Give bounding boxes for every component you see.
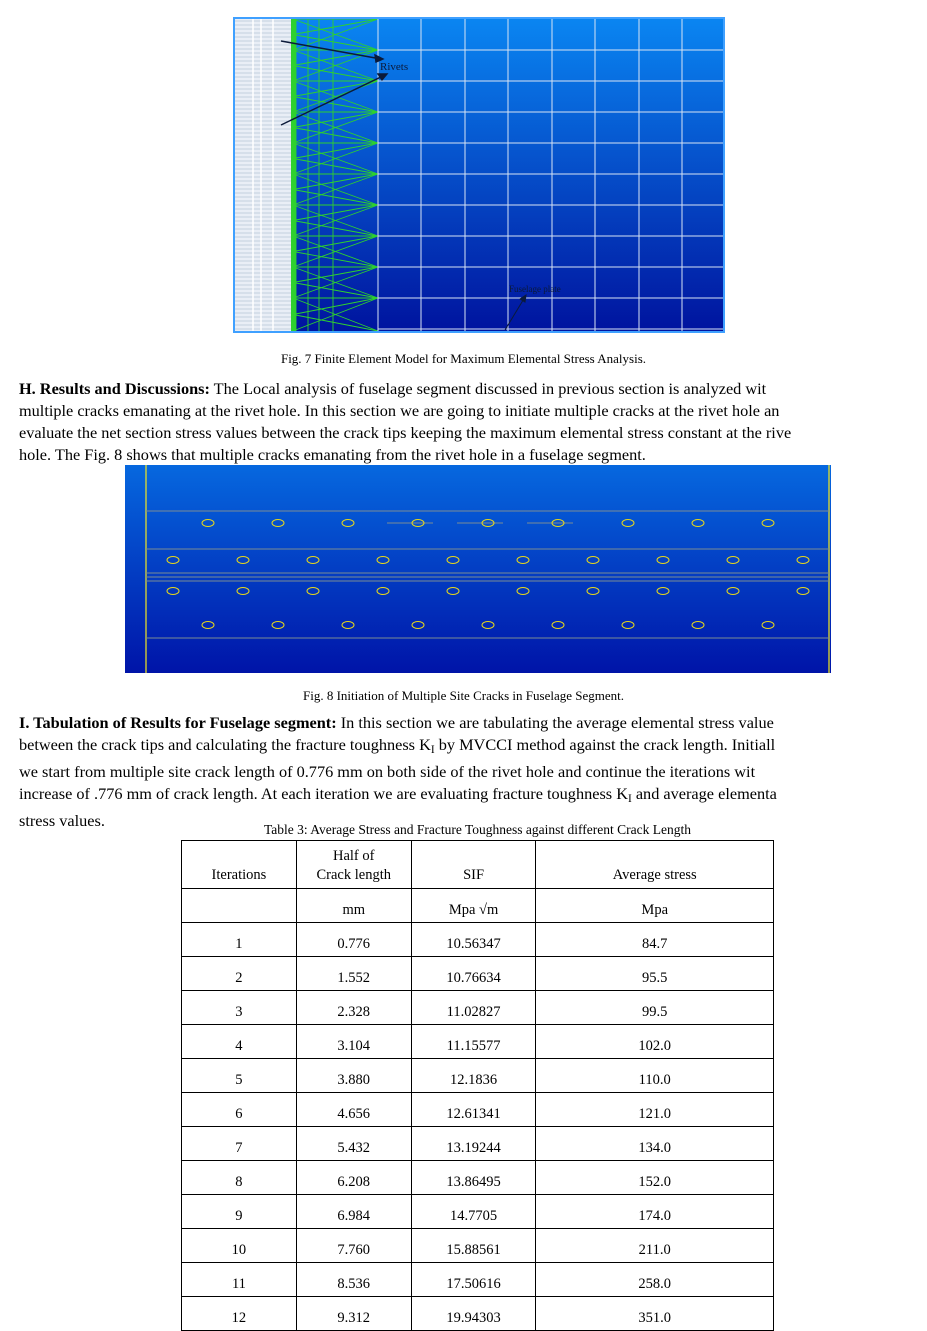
cell-half-crack: 0.776 (296, 923, 411, 957)
table-row (182, 1093, 774, 1127)
cell-avg-stress: 174.0 (536, 1195, 774, 1229)
cell-sif: 11.02827 (411, 991, 536, 1025)
cell-iteration: 12 (182, 1297, 297, 1331)
figure-8-caption: Fig. 8 Initiation of Multiple Site Cracks in Fuselage Segment. (303, 688, 624, 703)
cell-avg-stress: 134.0 (536, 1127, 774, 1161)
cell-iteration: 1 (182, 923, 297, 957)
fig7-plate-background (233, 17, 725, 333)
table-row (182, 1161, 774, 1195)
section-i-line-3: we start from multiple site crack length of 0.776 mm on both side of the rivet hole and continue the iterations wit (19, 761, 756, 781)
cell-sif: 12.61341 (411, 1093, 536, 1127)
cell-sif: 13.86495 (411, 1161, 536, 1195)
fig8-background (125, 465, 831, 673)
table-row (182, 1059, 774, 1093)
cell-avg-stress: 110.0 (536, 1059, 774, 1093)
section-i-line-4 (19, 783, 927, 810)
fig7-label-rivets: Rivets (380, 61, 409, 73)
k-subscript: I (627, 792, 632, 805)
cell-avg-stress: 99.5 (536, 991, 774, 1025)
figure-7-fe-model (233, 17, 725, 333)
cell-half-crack: 5.432 (296, 1127, 411, 1161)
cell-avg-stress: 152.0 (536, 1161, 774, 1195)
table-row (182, 1195, 774, 1229)
cell-sif: 17.50616 (411, 1263, 536, 1297)
cell-half-crack: 2.328 (296, 991, 411, 1025)
cell-iteration: 4 (182, 1025, 297, 1059)
cell-sif: 15.88561 (411, 1229, 536, 1263)
section-i-line-5: stress values. (19, 810, 105, 830)
section-h-heading: H. Results and Discussions: (19, 379, 210, 398)
header-iterations: Iterations (182, 841, 297, 889)
cell-half-crack: 4.656 (296, 1093, 411, 1127)
cell-sif: 10.56347 (411, 923, 536, 957)
cell-sif: 10.76634 (411, 957, 536, 991)
table-row (182, 957, 774, 991)
unit-sif: Mpa √m (411, 889, 536, 923)
cell-sif: 14.7705 (411, 1195, 536, 1229)
header-half-of: Half of (333, 848, 375, 864)
cell-avg-stress: 84.7 (536, 923, 774, 957)
section-i-paragraph (19, 712, 927, 832)
figure-7-caption: Fig. 7 Finite Element Model for Maximum Elemental Stress Analysis. (280, 351, 647, 366)
header-half-crack-length (296, 841, 411, 889)
cell-avg-stress: 211.0 (536, 1229, 774, 1263)
header-sif: SIF (411, 841, 536, 889)
cell-iteration: 3 (182, 991, 297, 1025)
cell-half-crack: 6.208 (296, 1161, 411, 1195)
cell-iteration: 9 (182, 1195, 297, 1229)
table-3 (181, 840, 774, 1331)
section-i-line-1: In this section we are tabulating the average elemental stress value (336, 713, 774, 732)
cell-half-crack: 3.104 (296, 1025, 411, 1059)
table-row (182, 1127, 774, 1161)
cell-sif: 12.1836 (411, 1059, 536, 1093)
table-header-row (182, 841, 774, 889)
cell-half-crack: 8.536 (296, 1263, 411, 1297)
table-row (182, 923, 774, 957)
section-i-line-2b: by MVCCI method against the crack length. Initiall (434, 735, 776, 754)
cell-iteration: 6 (182, 1093, 297, 1127)
figure-8-multiple-site-cracks (125, 465, 831, 673)
fig7-label-fuselage-plate: Fuselage plate (509, 284, 561, 294)
cell-half-crack: 1.552 (296, 957, 411, 991)
table-units-row (182, 889, 774, 923)
cell-sif: 13.19244 (411, 1127, 536, 1161)
section-h-line-4: hole. The Fig. 8 shows that multiple cracks emanating from the rivet hole in a fuselage segment. (19, 445, 646, 464)
cell-iteration: 2 (182, 957, 297, 991)
cell-half-crack: 7.760 (296, 1229, 411, 1263)
table-row (182, 1297, 774, 1331)
cell-iteration: 7 (182, 1127, 297, 1161)
table-row (182, 1263, 774, 1297)
k-subscript: I (430, 743, 435, 756)
cell-iteration: 5 (182, 1059, 297, 1093)
section-h-line-3: evaluate the net section stress values between the crack tips keeping the maximum elemental stress constant at the rive (19, 423, 792, 442)
table-row (182, 1025, 774, 1059)
unit-half-crack: mm (296, 889, 411, 923)
cell-iteration: 8 (182, 1161, 297, 1195)
section-i-line-4b: and average elementa (631, 783, 777, 803)
table-3-caption: Table 3: Average Stress and Fracture Toughness against different Crack Length (264, 822, 691, 837)
cell-avg-stress: 351.0 (536, 1297, 774, 1331)
cell-half-crack: 9.312 (296, 1297, 411, 1331)
table-row (182, 991, 774, 1025)
cell-avg-stress: 121.0 (536, 1093, 774, 1127)
header-average-stress: Average stress (536, 841, 774, 889)
header-crack-length: Crack length (316, 867, 391, 883)
cell-sif: 11.15577 (411, 1025, 536, 1059)
unit-avg-stress: Mpa (536, 889, 774, 923)
cell-sif: 19.94303 (411, 1297, 536, 1331)
cell-half-crack: 6.984 (296, 1195, 411, 1229)
section-h-paragraph (19, 378, 927, 466)
cell-iteration: 10 (182, 1229, 297, 1263)
unit-iterations (182, 889, 297, 923)
cell-avg-stress: 95.5 (536, 957, 774, 991)
section-i-heading: I. Tabulation of Results for Fuselage segment: (19, 713, 337, 732)
section-h-line-2: multiple cracks emanating at the rivet hole. In this section we are going to initiate multiple cracks at the rivet hole an (19, 401, 780, 420)
cell-avg-stress: 258.0 (536, 1263, 774, 1297)
table-row (182, 1229, 774, 1263)
cell-iteration: 11 (182, 1263, 297, 1297)
section-i-line-4a: increase of .776 mm of crack length. At each iteration we are evaluating fracture toughness K (19, 783, 628, 803)
section-i-line-2a: between the crack tips and calculating the fracture toughness K (19, 735, 431, 754)
cell-avg-stress: 102.0 (536, 1025, 774, 1059)
fig7-fine-mesh-region (235, 19, 291, 331)
section-h-line-1: The Local analysis of fuselage segment discussed in previous section is analyzed wit (209, 379, 767, 398)
cell-half-crack: 3.880 (296, 1059, 411, 1093)
section-i-line-2 (19, 734, 927, 761)
